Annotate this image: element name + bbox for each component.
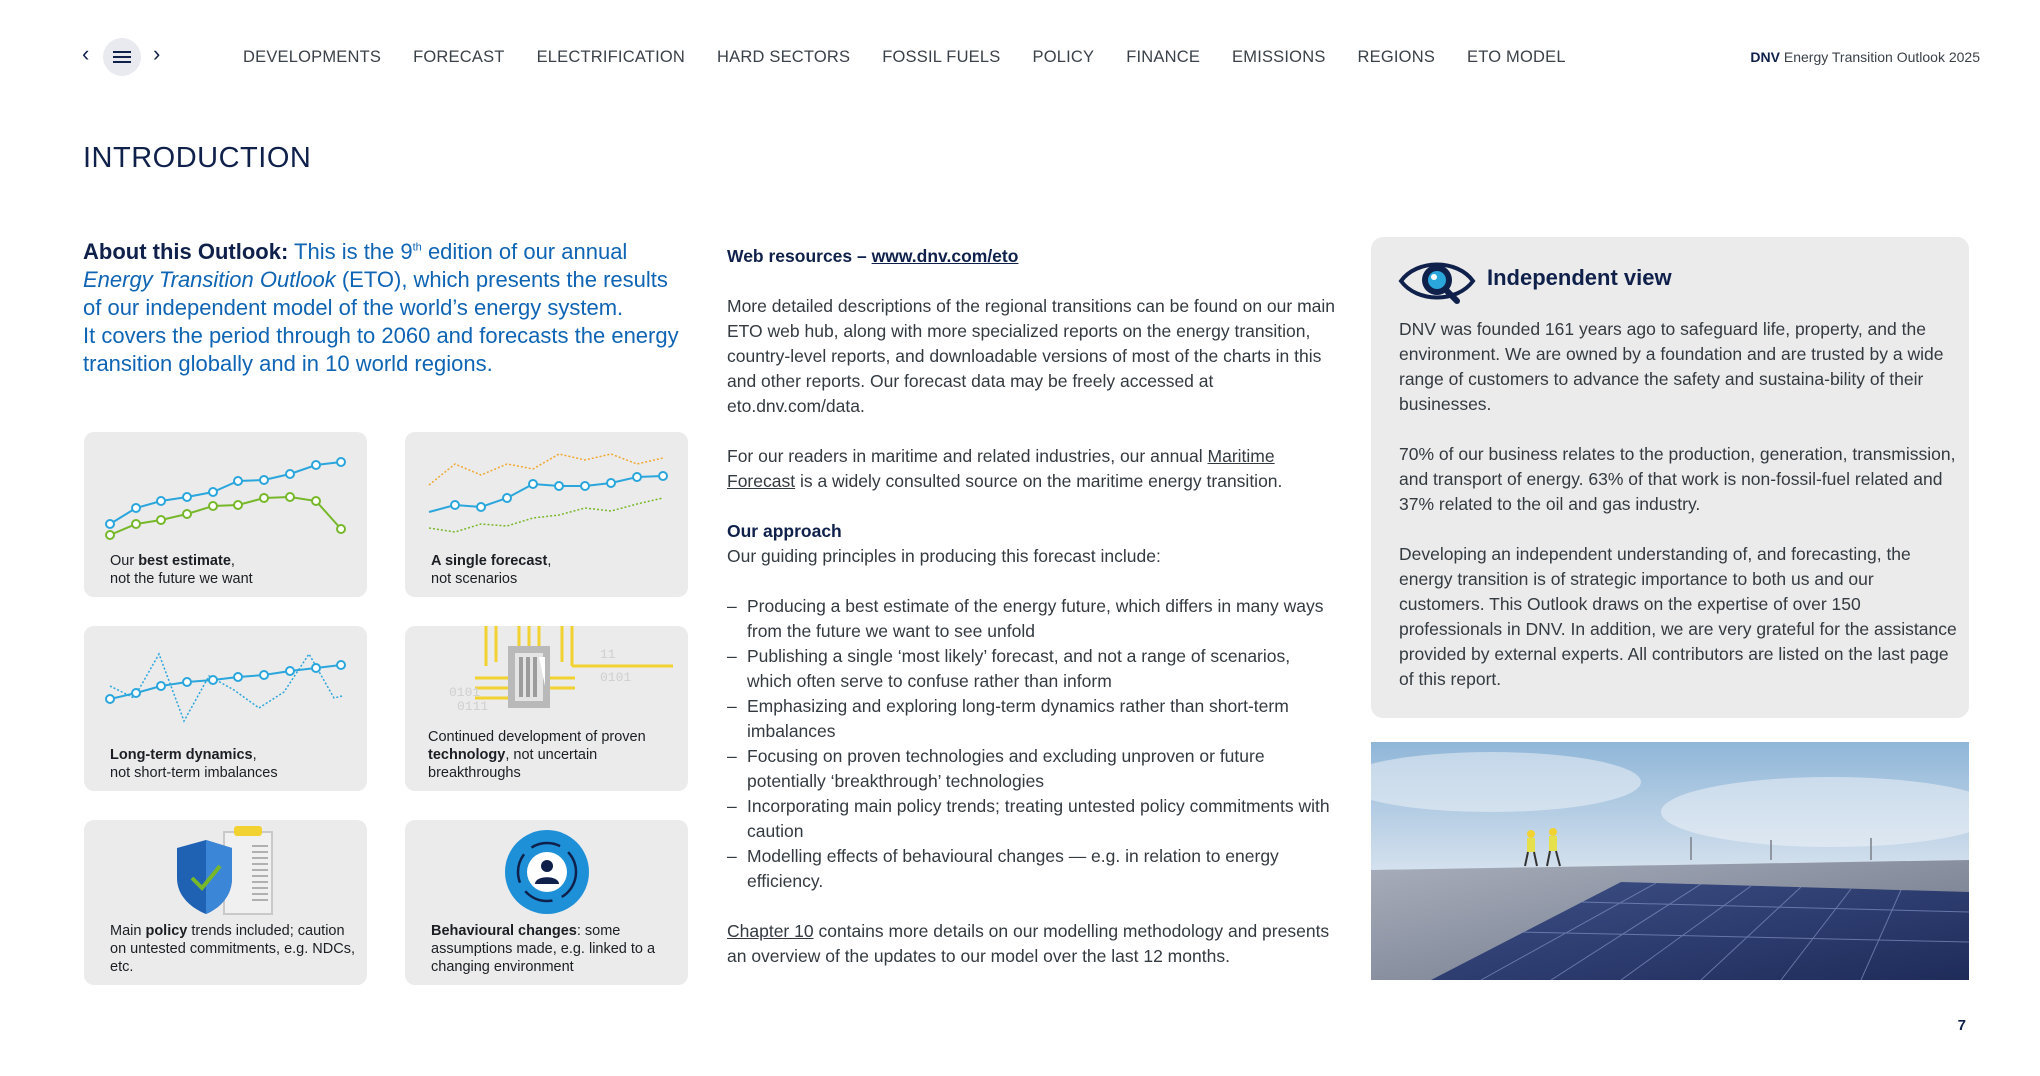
independent-view-box [1371,237,1969,718]
intro-text-4: It covers the period through to 2060 and forecasts the energy transition globally and in 10 world regions. [83,323,679,376]
intro-text-2: edition of our annual [427,239,628,264]
independent-view-title: Independent view [1487,265,1672,290]
binary-digits-1: 11 [600,647,616,662]
nav-item-fossil-fuels[interactable]: FOSSIL FUELS [882,48,1001,66]
solar-panel-photo [1371,742,1969,980]
list-item: – Focusing on proven technologies and excluding unproven or future potentially ‘breakthrough’ technologies [727,744,1337,794]
web-resources [727,244,1337,269]
card-single-forecast-caption: A single forecast, not scenarios [431,553,552,587]
eye-magnifier-icon [1397,253,1477,309]
list-item: – Emphasizing and exploring long-term dynamics rather than short-term imbalances [727,694,1337,744]
chapter-10-link[interactable]: Chapter 10 [727,921,814,941]
single-forecast-chart-icon [405,432,688,542]
maritime-forecast-link[interactable]: Maritime Forecast [727,446,1275,491]
nav-item-electrification[interactable]: ELECTRIFICATION [536,48,686,66]
card-single-forecast [405,432,688,597]
intro-italic-title: Energy Transition Outlook [83,267,336,292]
list-item: – Incorporating main policy trends; treating untested policy commitments with caution [727,794,1337,844]
top-nav [243,48,1598,67]
indep-paragraph-2: 70% of our business relates to the production, generation, transmission, and transport of energy. 63% of that work is non-fossil-fuel related and 37% related to the oil and gas industry. [1399,444,1956,514]
nav-item-policy[interactable]: POLICY [1032,48,1095,66]
card-best-estimate-caption: Our best estimate, not the future we want [110,553,253,587]
approach-heading: Our approach [727,521,842,541]
nav-item-forecast[interactable]: FORECAST [413,48,505,66]
card-technology-caption: Continued development of proven technology, not uncertain breakthroughs [428,729,646,781]
nav-next-icon[interactable]: › [153,41,161,66]
chip-icon [405,626,688,736]
web-resources-label: Web resources – [727,246,872,266]
policy-shield-icon [84,820,367,930]
indep-paragraph-1: DNV was founded 161 years ago to safeguard life, property, and the environment. We are owned by a foundation and are trusted by a wide range of customers to advance the safety and sustaina-bility of their businesses. [1399,319,1944,414]
indep-paragraph-3: Developing an independent understanding of, and forecasting, the energy transition is of strategic importance to both us and our customers. This Outlook draws on the expertise of over 150 professionals in DNV. In addition, we are very grateful for the assistance provided by external experts. All contributors are listed on the last page of this report. [1399,544,1957,689]
hamburger-icon [113,50,131,64]
intro-text-1: This is the 9 [294,239,413,264]
chapter-paragraph: Chapter 10 contains more details on our modelling methodology and presents an overview of the updates to our model over the last 12 months. [727,921,1330,966]
web-resources-link[interactable]: www.dnv.com/eto [871,246,1019,266]
nav-item-regions[interactable]: REGIONS [1357,48,1436,66]
list-item: – Publishing a single ‘most likely’ forecast, and not a range of scenarios, which often serve to confuse rather than inform [727,644,1337,694]
binary-digits-2: 0101 [600,670,632,685]
intro-sup: th [412,241,422,254]
middle-column [727,244,1337,994]
web-hub-paragraph: More detailed descriptions of the regional transitions can be found on our main ETO web hub, along with more specialized reports on the energy transition, country-level reports, and downloadable versions of most of the charts in this and other reports. Our forecast data may be freely accessed at eto.dnv.com/data. [727,296,1336,416]
nav-item-developments[interactable]: DEVELOPMENTS [243,48,382,66]
card-best-estimate [84,432,367,597]
card-behavioural-caption: Behavioural changes: some assumptions made, e.g. linked to a changing environment [431,923,656,975]
card-technology [405,626,688,791]
nav-item-eto-model[interactable]: ETO MODEL [1467,48,1566,66]
brand-logo-text: DNV [1750,49,1780,65]
card-behavioural-changes [405,820,688,985]
card-policy [84,820,367,985]
nav-item-emissions[interactable]: EMISSIONS [1232,48,1326,66]
intro-paragraph [83,238,683,378]
card-long-term-dynamics [84,626,367,791]
nav-item-hard-sectors[interactable]: HARD SECTORS [717,48,851,66]
maritime-paragraph: For our readers in maritime and related industries, our annual Maritime Forecast is a widely consulted source on the maritime energy transition. [727,446,1283,491]
binary-digits-3: 0101 [449,685,481,700]
page-number: 7 [1957,1017,1966,1034]
nav-prev-icon[interactable]: ‹ [82,41,90,66]
approach-intro: Our guiding principles in producing this forecast include: [727,546,1161,566]
card-long-term-dynamics-caption: Long-term dynamics, not short-term imbalances [110,747,278,781]
intro-lead: About this Outlook: [83,239,289,264]
brand-report-name: Energy Transition Outlook 2025 [1783,49,1980,65]
page-title: INTRODUCTION [83,142,312,174]
list-item: – Modelling effects of behavioural changes — e.g. in relation to energy efficiency. [727,844,1337,894]
intro-text-3: (ETO), which presents the results of our independent model of the world’s energy system. [83,267,668,320]
best-estimate-chart-icon [84,432,367,542]
behaviour-person-icon [405,820,688,930]
brand-title[interactable] [1750,49,1980,65]
card-policy-caption: Main policy trends included; caution on untested commitments, e.g. NDCs, etc. [110,923,355,975]
long-term-dynamics-chart-icon [84,626,367,736]
list-item: – Producing a best estimate of the energy future, which differs in many ways from the future we want to see unfold [727,594,1337,644]
menu-button[interactable] [103,38,141,76]
principles-list [727,594,1337,894]
independent-view-body [1399,317,1959,717]
nav-item-finance[interactable]: FINANCE [1126,48,1201,66]
binary-digits-4: 0111 [457,699,489,714]
